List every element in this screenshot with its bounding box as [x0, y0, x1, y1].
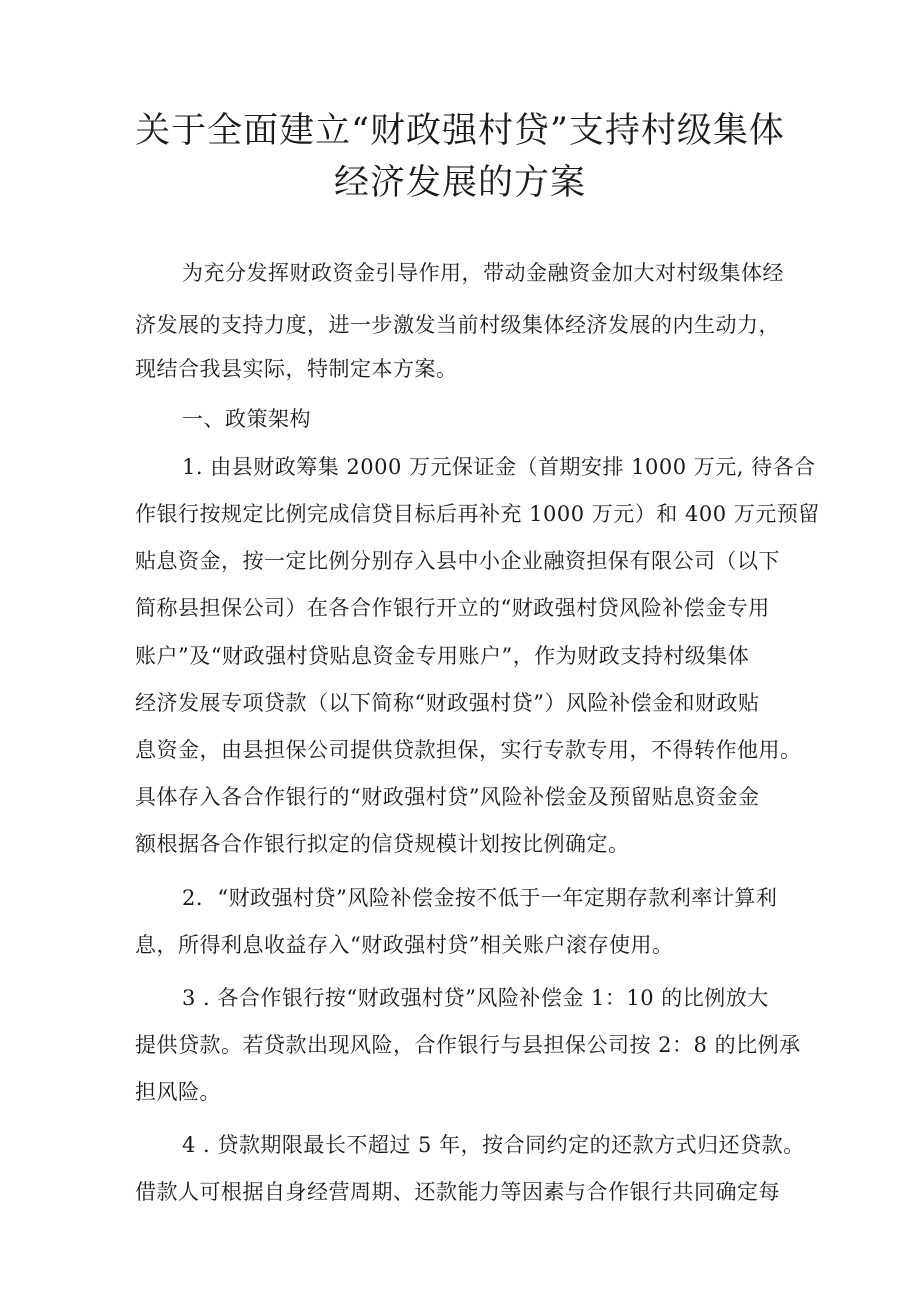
- text-line: 2．“财政强村贷”风险补偿金按不低于一年定期存款利率计算利: [182, 886, 778, 910]
- text-line: 借款人可根据自身经营周期、还款能力等因素与合作银行共同确定每: [135, 1180, 780, 1204]
- text-line: 济发展的支持力度，进一步激发当前村级集体经济发展的内生动力，: [135, 313, 780, 337]
- text-line: 额根据各合作银行拟定的信贷规模计划按比例确定。: [135, 832, 630, 856]
- text-line: 3 . 各合作银行按“财政强村贷”风险补偿金 1：10 的比例放大: [182, 986, 769, 1010]
- text-line: 简称县担保公司）在各合作银行开立的“财政强村贷风险补偿金专用: [135, 596, 770, 620]
- text-line: 提供贷款。若贷款出现风险，合作银行与县担保公司按 2：8 的比例承: [135, 1033, 801, 1057]
- text-line: 贴息资金，按一定比例分别存入县中小企业融资担保有限公司（以下: [135, 549, 780, 573]
- text-line: 担风险。: [135, 1080, 221, 1104]
- text-line: 具体存入各合作银行的“财政强村贷”风险补偿金及预留贴息资金金: [135, 785, 760, 809]
- text-line: 现结合我县实际，特制定本方案。: [135, 357, 458, 381]
- text-line: 4 . 贷款期限最长不超过 5 年，按合同约定的还款方式归还贷款。: [182, 1133, 805, 1157]
- text-line: 账户”及“财政强村贷贴息资金专用账户”，作为财政支持村级集体: [135, 644, 750, 668]
- text-line: 作银行按规定比例完成信贷目标后再补充 1000 万元）和 400 万元预留: [135, 502, 820, 526]
- text-line: 息，所得利息收益存入“财政强村贷”相关账户滚存使用。: [135, 933, 674, 957]
- text-line: 1. 由县财政筹集 2000 万元保证金（首期安排 1000 万元, 待各合: [182, 455, 816, 479]
- text-line: 经济发展专项贷款（以下简称“财政强村贷”）风险补偿金和财政贴: [135, 691, 760, 715]
- text-line: 息资金，由县担保公司提供贷款担保，实行专款专用，不得转作他用。: [135, 738, 802, 762]
- text-line: 为充分发挥财政资金引导作用，带动金融资金加大对村级集体经: [182, 261, 784, 285]
- document-title-line-2: 经济发展的方案: [333, 163, 586, 203]
- section-heading: 一、政策架构: [182, 407, 311, 431]
- document-title-line-1: 关于全面建立“财政强村贷”支持村级集体: [135, 111, 785, 151]
